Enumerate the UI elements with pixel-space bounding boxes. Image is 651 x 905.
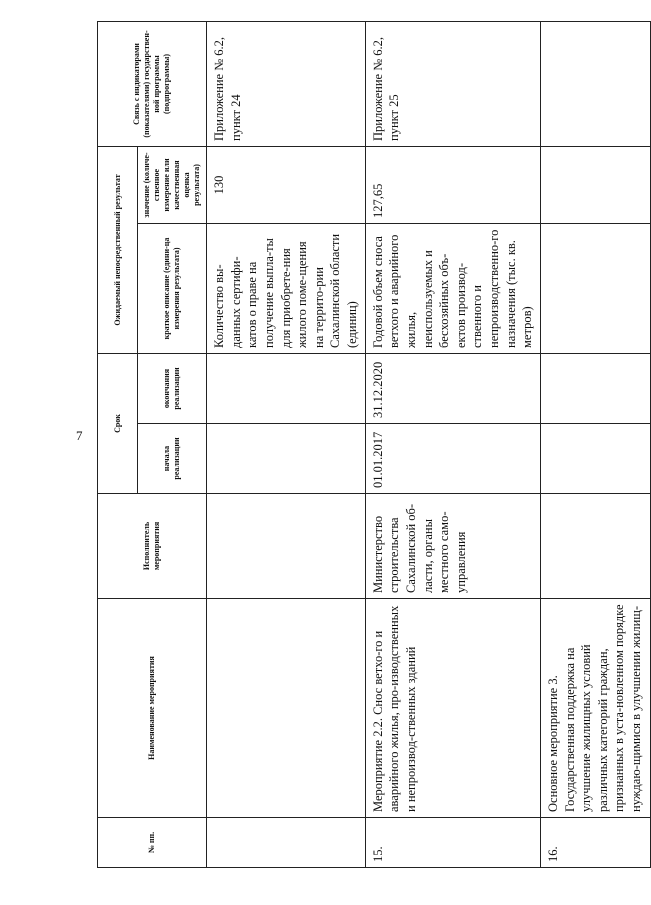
cell-end: 31.12.2020: [365, 354, 540, 424]
table-row: [540, 22, 650, 868]
header-result-desc: краткое описание (едини-ца измерения результата): [138, 224, 207, 354]
cell-result-value: 130: [207, 147, 366, 224]
header-term-end: окончания реализации: [138, 354, 207, 424]
cell-name: Основное мероприятие 3. Государственная поддержка на улучшение жилищных условий различных категорий граждан, признанных в уста-новленном порядке нуждаю-щимися в улучшении жилищ-: [540, 599, 650, 818]
table-row: [207, 22, 366, 868]
cell-result-value: [540, 147, 650, 224]
cell-executor: Министерство строительства Сахалинской об-ласти, органы местного само-управления: [365, 494, 540, 599]
cell-end: [207, 354, 366, 424]
cell-link: [540, 22, 650, 147]
header-row-1: [98, 22, 138, 868]
cell-result-desc: Годовой объем сноса ветхого и аварийного жилья, неиспользуемых и бесхозяйных объ-ектов производ-ственного и непроизводственно-го назначения (тыс. кв. метров): [365, 224, 540, 354]
header-term: Срок: [98, 354, 138, 494]
rotated-table-wrapper: [97, 22, 643, 868]
cell-start: [540, 424, 650, 494]
cell-num: [207, 818, 366, 868]
cell-num: 16.: [540, 818, 650, 868]
cell-name: [207, 599, 366, 818]
cell-name: Мероприятие 2.2. Снос ветхо-го и аварийного жилья, про-изводственных и непроизвод-ственных зданий: [365, 599, 540, 818]
header-name: Наименование мероприятия: [98, 599, 207, 818]
table-row: [365, 22, 540, 868]
cell-start: [207, 424, 366, 494]
header-result: Ожидаемый непосредственный результат: [98, 147, 138, 354]
header-link: Связь с индикаторами (показателями) государствен-ной программы (подпрограммы): [98, 22, 207, 147]
cell-result-desc: [540, 224, 650, 354]
cell-executor: [540, 494, 650, 599]
cell-result-desc: Количество вы-данных сертифи-катов о праве на получение выпла-ты для приобрете-ния жилого поме-щения на террито-рии Сахалинской области (единиц): [207, 224, 366, 354]
cell-num: 15.: [365, 818, 540, 868]
header-num: № пп.: [98, 818, 207, 868]
cell-executor: [207, 494, 366, 599]
cell-result-value: 127,65: [365, 147, 540, 224]
cell-end: [540, 354, 650, 424]
cell-link: Приложение № 6.2, пункт 25: [365, 22, 540, 147]
header-executor: Исполнитель мероприятия: [98, 494, 207, 599]
page-number: 7: [76, 428, 83, 443]
header-term-start: начала реализации: [138, 424, 207, 494]
cell-start: 01.01.2017: [365, 424, 540, 494]
activities-table: [97, 21, 651, 868]
cell-link: Приложение № 6.2, пункт 24: [207, 22, 366, 147]
header-result-value: значение (количе-ственное измерение или качественная оценка результата): [138, 147, 207, 224]
